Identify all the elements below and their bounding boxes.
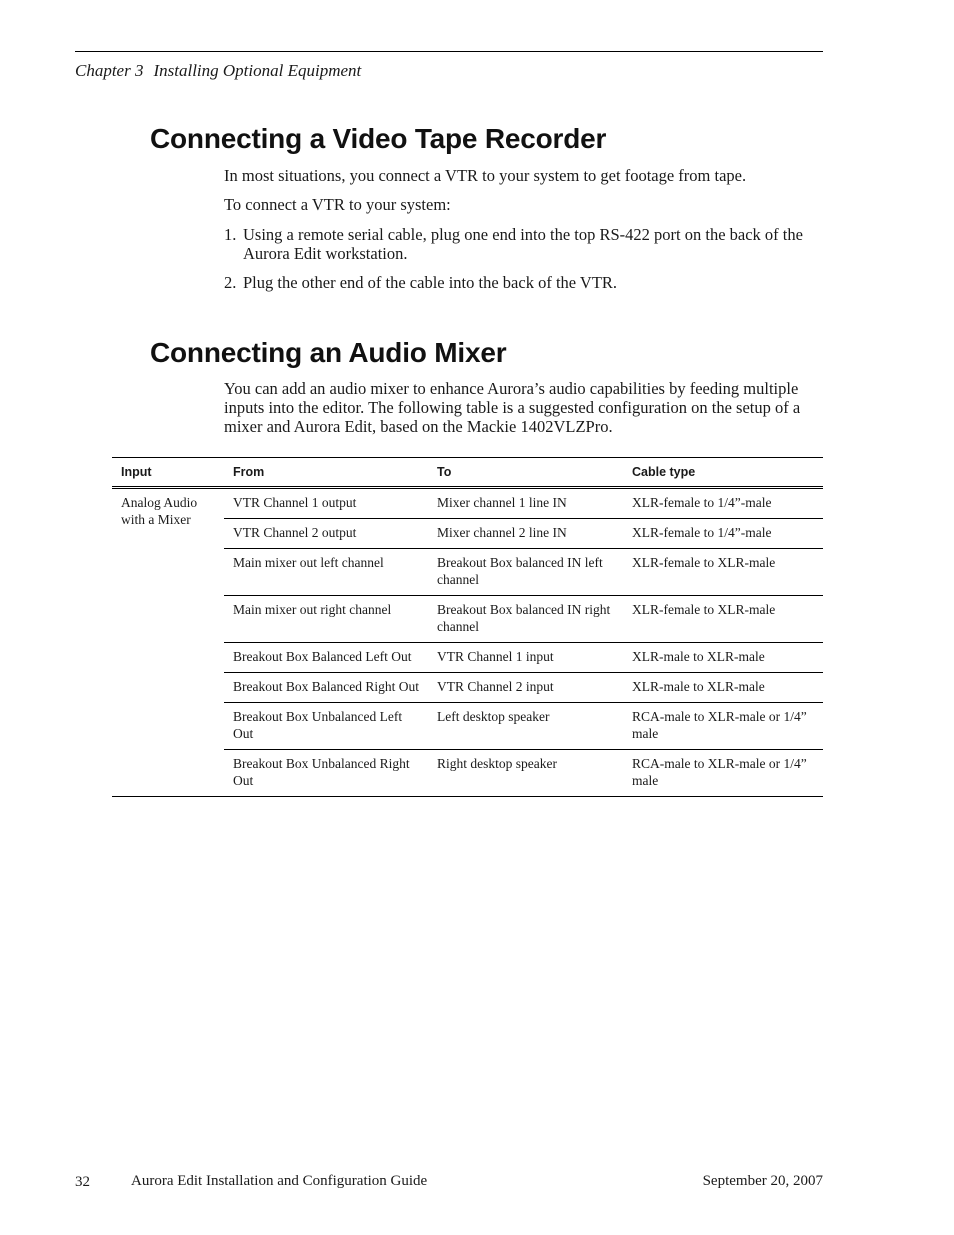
to-cell: Mixer channel 1 line IN xyxy=(428,488,623,519)
to-cell: Left desktop speaker xyxy=(428,703,623,750)
cable-type-cell: XLR-female to 1/4”-male xyxy=(623,488,823,519)
section-title-audio-mixer: Connecting an Audio Mixer xyxy=(150,337,507,368)
from-cell: VTR Channel 1 output xyxy=(224,488,428,519)
vtr-intro-paragraph: In most situations, you connect a VTR to your system to get footage from tape. xyxy=(224,166,747,185)
cable-type-cell: XLR-male to XLR-male xyxy=(623,673,823,703)
mixer-configuration-table xyxy=(112,457,823,797)
column-header-input: Input xyxy=(112,458,224,488)
audio-mixer-intro-paragraph: You can add an audio mixer to enhance Aurora’s audio capabilities by feeding multiple inputs into the editor. The following table is a suggested configuration on the setup of a mixer and Aurora Edit, based on the Mackie 1402VLZPro. xyxy=(224,379,801,436)
column-header-cable-type: Cable type xyxy=(623,458,823,488)
cable-type-cell: RCA-male to XLR-male or 1/4” male xyxy=(623,703,823,750)
column-header-from: From xyxy=(224,458,428,488)
table-header-row xyxy=(112,458,823,488)
column-header-to: To xyxy=(428,458,623,488)
step-number: 1. xyxy=(224,225,237,244)
vtr-lead-paragraph: To connect a VTR to your system: xyxy=(224,195,451,214)
chapter-title: Installing Optional Equipment xyxy=(153,61,362,80)
footer-date: September 20, 2007 xyxy=(702,1173,823,1189)
from-cell: Breakout Box Unbalanced Left Out xyxy=(224,703,428,750)
cable-type-cell: RCA-male to XLR-male or 1/4” male xyxy=(623,750,823,797)
step-item xyxy=(224,273,814,292)
table-row xyxy=(112,488,823,519)
from-cell: Breakout Box Balanced Right Out xyxy=(224,673,428,703)
from-cell: Main mixer out left channel xyxy=(224,549,428,596)
cable-type-cell: XLR-female to 1/4”-male xyxy=(623,519,823,549)
chapter-number: Chapter 3 xyxy=(75,61,144,80)
section-title-vtr: Connecting a Video Tape Recorder xyxy=(150,123,607,154)
step-text: Using a remote serial cable, plug one end into the top RS-422 port on the back of the Aurora Edit workstation. xyxy=(243,225,803,263)
step-text: Plug the other end of the cable into the back of the VTR. xyxy=(243,273,618,292)
from-cell: Breakout Box Balanced Left Out xyxy=(224,643,428,673)
to-cell: Breakout Box balanced IN right channel xyxy=(428,596,623,643)
to-cell: VTR Channel 2 input xyxy=(428,673,623,703)
to-cell: VTR Channel 1 input xyxy=(428,643,623,673)
step-item xyxy=(224,225,814,263)
input-type-cell: Analog Audio with a Mixer xyxy=(112,488,224,797)
footer-doc-title: Aurora Edit Installation and Configuration Guide xyxy=(131,1173,428,1189)
running-header xyxy=(75,61,361,81)
to-cell: Breakout Box balanced IN left channel xyxy=(428,549,623,596)
cable-type-cell: XLR-female to XLR-male xyxy=(623,596,823,643)
from-cell: Breakout Box Unbalanced Right Out xyxy=(224,750,428,797)
page-number: 32 xyxy=(75,1174,90,1190)
from-cell: VTR Channel 2 output xyxy=(224,519,428,549)
cable-type-cell: XLR-female to XLR-male xyxy=(623,549,823,596)
cable-type-cell: XLR-male to XLR-male xyxy=(623,643,823,673)
to-cell: Right desktop speaker xyxy=(428,750,623,797)
from-cell: Main mixer out right channel xyxy=(224,596,428,643)
step-number: 2. xyxy=(224,273,237,292)
to-cell: Mixer channel 2 line IN xyxy=(428,519,623,549)
header-rule xyxy=(75,51,823,52)
